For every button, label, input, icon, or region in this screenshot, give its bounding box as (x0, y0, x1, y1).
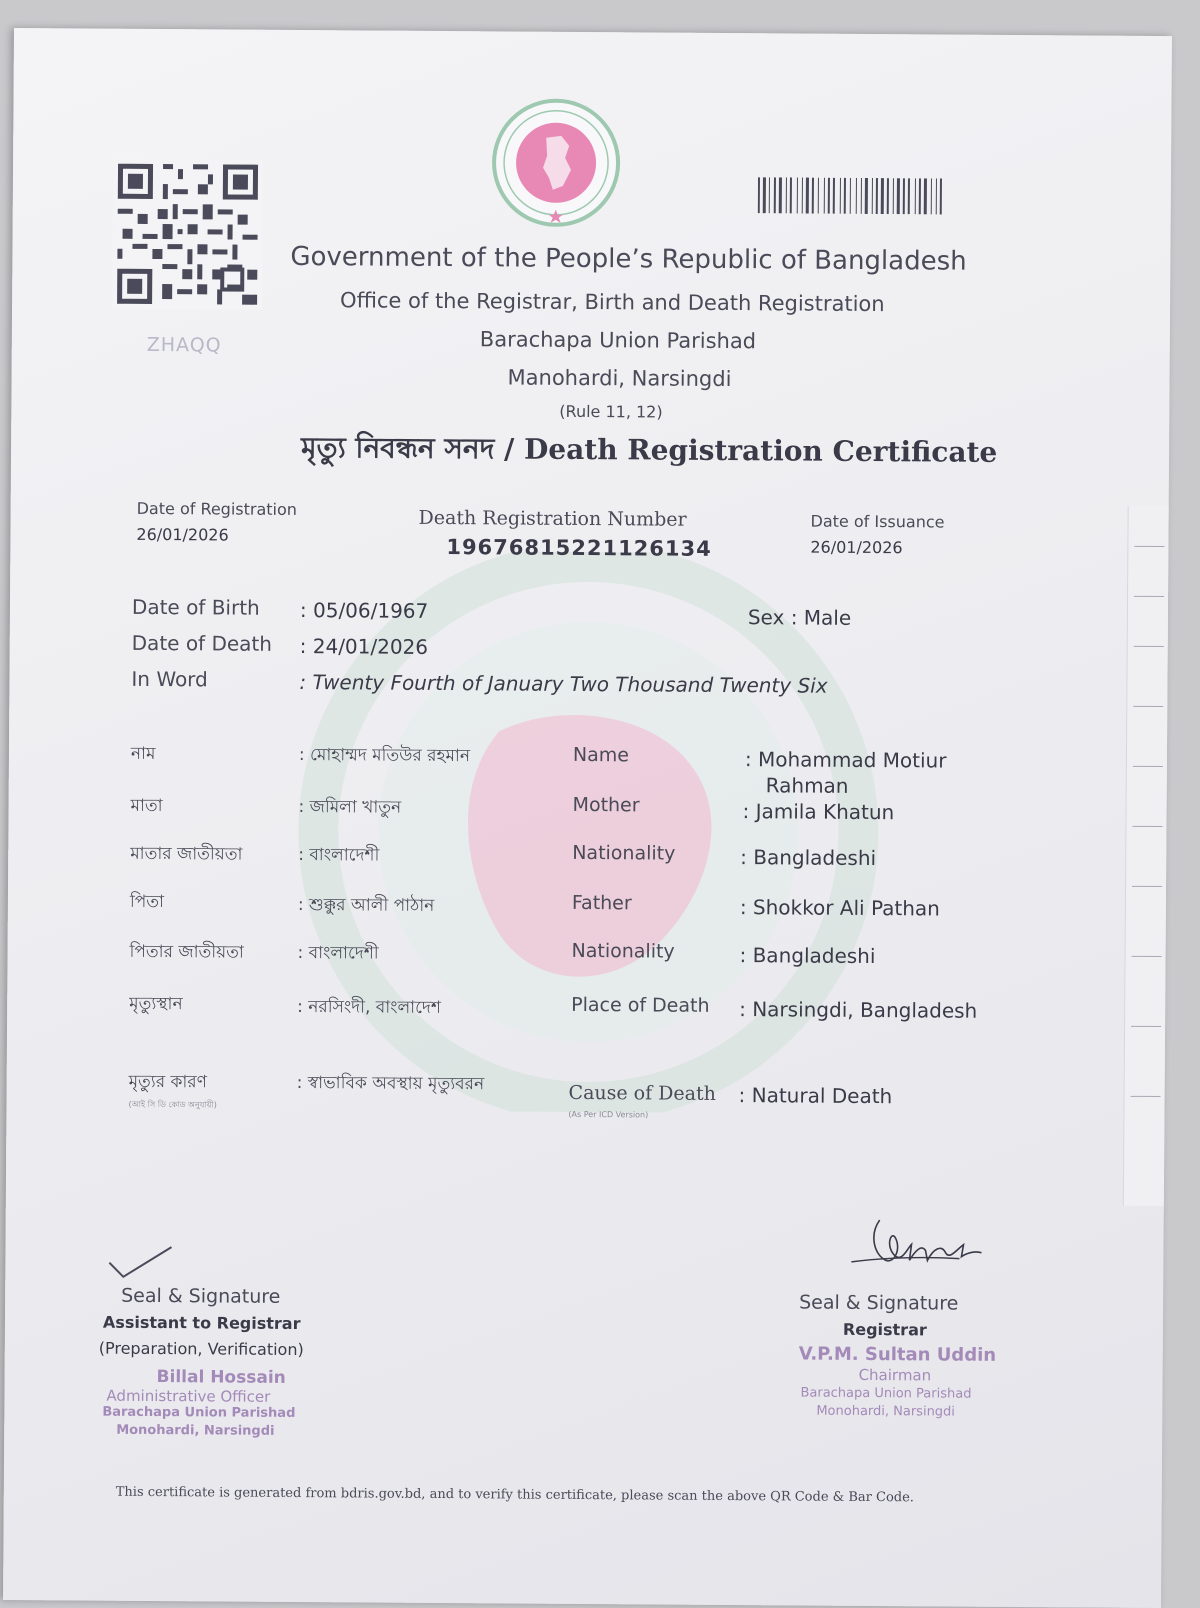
underlying-sheet-edge (1123, 506, 1169, 1206)
bn-note-icd: (আই সি ডি কোড অনুযায়ী) (128, 1099, 217, 1110)
registration-number-label: Death Registration Number (418, 506, 687, 531)
left-stamp-title: Administrative Officer (106, 1386, 271, 1406)
en-label-mother-text: Mother (572, 793, 640, 817)
bn-value-mother-nationality: : বাংলাদেশী (298, 845, 380, 866)
bn-value-mother: : জমিলা খাতুন (298, 797, 402, 818)
right-stamp-title: Chairman (858, 1365, 932, 1385)
date-of-issuance-label: Date of Issuance (810, 511, 945, 532)
en-value-father: : Shokkor Ali Pathan (739, 895, 940, 921)
checkmark-signature-icon (105, 1243, 175, 1283)
bn-value-father-nationality: : বাংলাদেশী (297, 943, 379, 964)
bn-label-mother-nationality: মাতার জাতীয়তা (130, 843, 243, 865)
office-heading: Office of the Registrar, Birth and Death Registration (340, 288, 885, 317)
left-role-sub: (Preparation, Verification) (98, 1338, 304, 1360)
title-english: Death Registration Certificate (523, 432, 998, 469)
right-stamp-place: Monohardi, Narsingdi (816, 1403, 956, 1420)
government-heading: Government of the People’s Republic of Bangladesh (290, 241, 967, 277)
registrar-signature-icon (849, 1214, 989, 1285)
date-of-death-label: Date of Death (131, 630, 273, 656)
bn-value-name: : মোহাম্মদ মতিউর রহমান (298, 745, 471, 767)
left-stamp-place: Monohardi, Narsingdi (116, 1422, 275, 1439)
en-value-place-of-death: : Narsingdi, Bangladesh (739, 997, 978, 1023)
en-label-cause-of-death: Cause of Death (568, 1081, 716, 1105)
en-value-cause-of-death: : Natural Death (738, 1083, 893, 1109)
title-bangla: মৃত্যু নিবন্ধন সনদ / (300, 431, 515, 466)
en-label-place-of-death: Place of Death (571, 993, 710, 1017)
in-word-value: : Twenty Fourth of January Two Thousand Twenty Six (299, 670, 828, 698)
en-label-father: Father (571, 891, 632, 915)
right-seal-signature-heading: Seal & Signature (799, 1291, 959, 1315)
certificate-title (301, 426, 998, 478)
en-note-icd: (As Per ICD Version) (568, 1109, 649, 1120)
certificate-paper (3, 28, 1172, 1608)
en-value-father-nationality: : Bangladeshi (739, 943, 876, 969)
government-seal-icon (491, 97, 622, 228)
en-value-name: : Mohammad Motiur (744, 747, 947, 773)
left-role: Assistant to Registrar (102, 1312, 301, 1334)
bn-label-name: নাম (130, 743, 156, 765)
bn-value-place-of-death: : নরসিংদী, বাংলাদেশ (297, 997, 442, 1019)
district-heading: Manohardi, Narsingdi (507, 365, 732, 392)
in-word-label: In Word (131, 666, 208, 692)
union-heading: Barachapa Union Parishad (479, 327, 757, 354)
verification-footer: This certificate is generated from bdris.gov.bd, and to verify this certificate, please scan the above QR Code & Bar Code. (115, 1484, 915, 1506)
en-value-mother: : Jamila Khatun (742, 799, 895, 825)
en-label-father-nationality: Nationality (571, 939, 675, 963)
bn-label-mother: মাতা (130, 795, 163, 817)
left-stamp-name: Billal Hossain (156, 1367, 286, 1388)
right-stamp-name: V.P.M. Sultan Uddin (798, 1343, 997, 1366)
en-value-mother-nationality: : Bangladeshi (740, 845, 877, 871)
date-of-birth-value: : 05/06/1967 (299, 598, 429, 623)
date-of-birth-label: Date of Birth (131, 594, 260, 620)
registration-number-value: 19676815221126134 (446, 535, 712, 561)
date-of-issuance-value: 26/01/2026 (810, 537, 903, 558)
bn-label-cause-of-death: মৃত্যুর কারণ (128, 1071, 208, 1093)
bn-value-cause-of-death: : স্বাভাবিক অবস্থায় মৃত্যুবরন (296, 1072, 485, 1095)
date-of-registration-label: Date of Registration (136, 498, 298, 519)
date-of-registration-value: 26/01/2026 (136, 524, 229, 545)
en-label-name: Name (572, 743, 630, 767)
en-value-name-line2: Rahman (765, 773, 849, 798)
bn-label-father: পিতা (129, 891, 165, 913)
date-of-death-value: : 24/01/2026 (299, 634, 429, 659)
left-seal-signature-heading: Seal & Signature (121, 1284, 281, 1308)
rule-reference: (Rule 11, 12) (559, 401, 663, 422)
barcode (758, 177, 1043, 215)
left-stamp-org: Barachapa Union Parishad (102, 1404, 296, 1421)
bn-value-father: : শুক্কুর আলী পাঠান (297, 895, 435, 916)
right-role: Registrar (842, 1319, 927, 1340)
qr-code-text: ZHAQQ (146, 333, 222, 357)
bn-label-father-nationality: পিতার জাতীয়তা (129, 941, 244, 963)
qr-code (112, 159, 263, 310)
right-stamp-org: Barachapa Union Parishad (800, 1385, 972, 1402)
bn-label-place-of-death: মৃত্যুস্থান (129, 993, 183, 1015)
sex-value: Sex : Male (747, 605, 852, 630)
en-label-mother-nationality: Nationality (572, 841, 676, 865)
